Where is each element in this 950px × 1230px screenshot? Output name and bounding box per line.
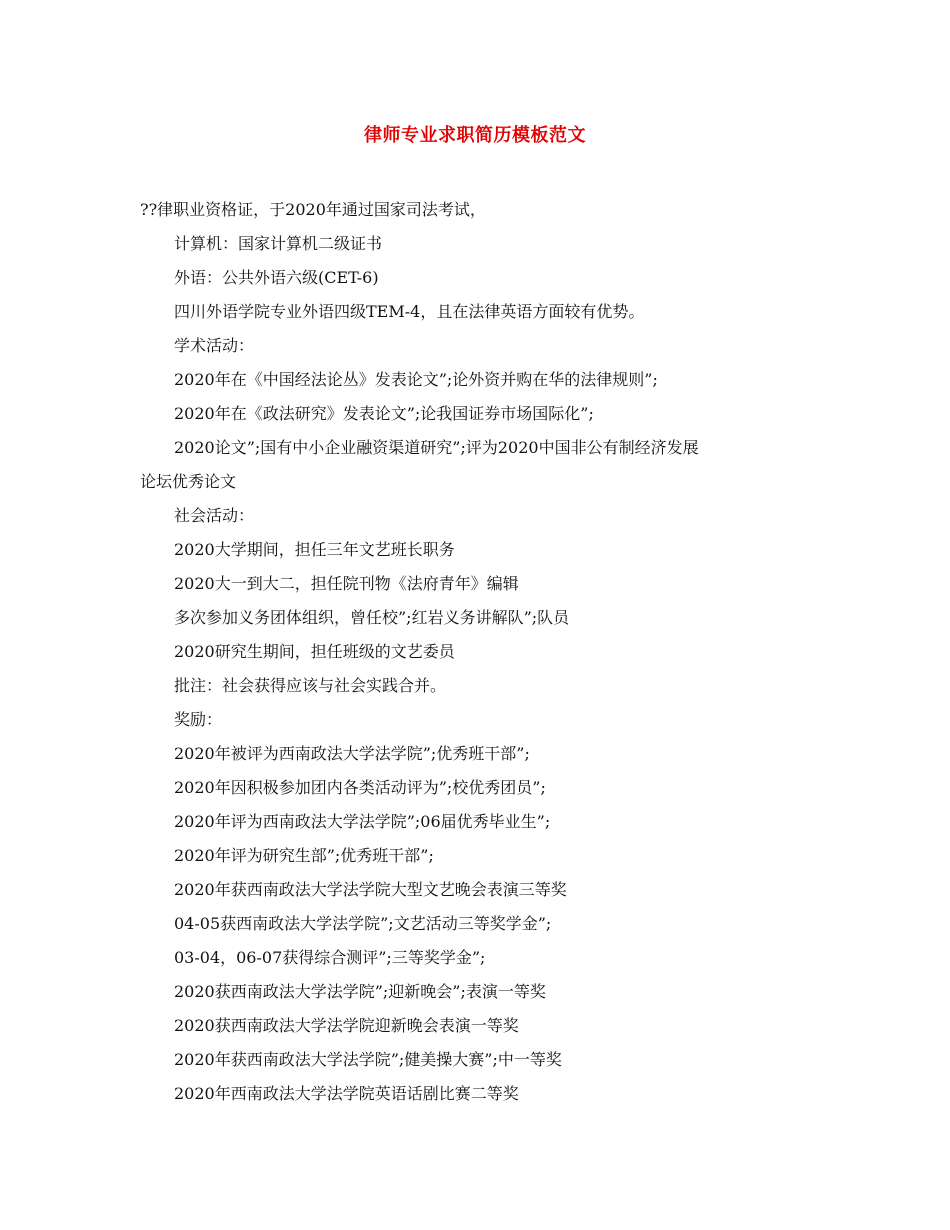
text-line: 2020大学期间，担任三年文艺班长职务 <box>174 540 455 559</box>
text-line: 论坛优秀论文 <box>140 472 237 491</box>
annotation-note: 批注：社会获得应该与社会实践合并。 <box>174 676 447 695</box>
section-heading-academic: 学术活动： <box>174 336 255 355</box>
text-line: 2020获西南政法大学法学院迎新晚会表演一等奖 <box>174 1016 519 1035</box>
text-line: 2020研究生期间，担任班级的文艺委员 <box>174 642 455 661</box>
text-line: 2020年西南政法大学法学院英语话剧比赛二等奖 <box>174 1084 519 1103</box>
text-line: 2020年因积极参加团内各类活动评为”;校优秀团员”; <box>174 778 546 797</box>
text-line: 2020论文”;国有中小企业融资渠道研究”;评为2020中国非公有制经济发展 <box>174 438 699 457</box>
text-line: 四川外语学院专业外语四级TEM-4，且在法律英语方面较有优势。 <box>174 302 645 321</box>
document-title: 律师专业求职简历模板范文 <box>364 125 586 146</box>
section-heading-social: 社会活动： <box>174 506 255 525</box>
text-line: 2020年评为研究生部”;优秀班干部”; <box>174 846 434 865</box>
section-heading-awards: 奖励： <box>174 710 223 729</box>
text-line: ??律职业资格证，于2020年通过国家司法考试， <box>140 200 486 219</box>
text-line: 2020年获西南政法大学法学院大型文艺晚会表演三等奖 <box>174 880 567 899</box>
text-line: 2020年在《政法研究》发表论文”;论我国证券市场国际化”; <box>174 404 594 423</box>
text-line: 外语：公共外语六级(CET-6) <box>174 268 379 287</box>
text-line: 多次参加义务团体组织，曾任校”;红岩义务讲解队”;队员 <box>174 608 570 627</box>
text-line: 2020大一到大二，担任院刊物《法府青年》编辑 <box>174 574 519 593</box>
text-line: 2020年获西南政法大学法学院”;健美操大赛”;中一等奖 <box>174 1050 562 1069</box>
document-body <box>140 193 830 1111</box>
text-line: 2020获西南政法大学法学院”;迎新晚会”;表演一等奖 <box>174 982 546 1001</box>
text-line: 计算机：国家计算机二级证书 <box>174 234 383 253</box>
text-line: 04-05获西南政法大学法学院”;文艺活动三等奖学金”; <box>174 914 552 933</box>
text-line: 2020年评为西南政法大学法学院”;06届优秀毕业生”; <box>174 812 551 831</box>
text-line: 03-04，06-07获得综合测评”;三等奖学金”; <box>174 948 486 967</box>
text-line: 2020年被评为西南政法大学法学院”;优秀班干部”; <box>174 744 530 763</box>
text-line: 2020年在《中国经法论丛》发表论文”;论外资并购在华的法律规则”; <box>174 370 658 389</box>
